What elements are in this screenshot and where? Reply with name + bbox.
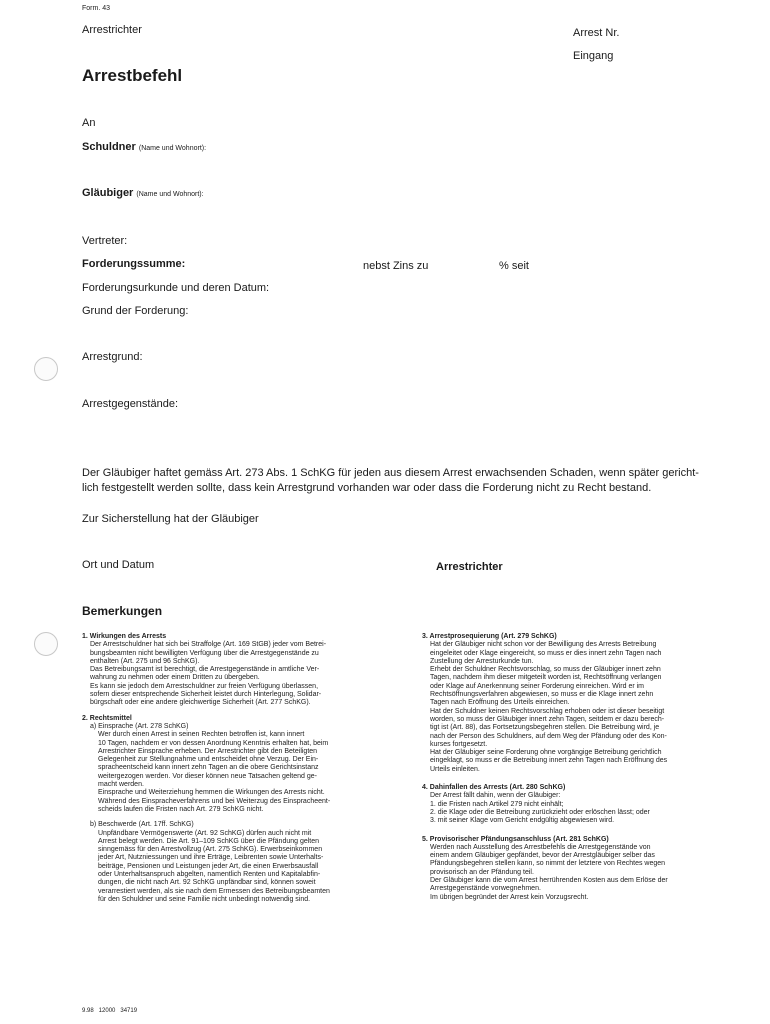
punch-hole-top	[34, 357, 58, 381]
an-label: An	[82, 117, 96, 129]
sicherstellung-label: Zur Sicherstellung hat der Gläubiger	[82, 513, 259, 525]
section-2a-line: Gelegenheit zur Stellungnahme und entscheidet ohne Verzug. Der Ein-	[98, 756, 319, 764]
section-2a-heading: a) Einsprache (Art. 278 SchKG)	[90, 722, 189, 730]
section-3-line: nach der Person des Schuldners, auf dem Weg der Pfändung oder des Kon-	[430, 732, 667, 740]
liability-line-1: Der Gläubiger haftet gemäss Art. 273 Abs. 1 SchKG für jeden aus diesem Arrest erwachsenden Schaden, wenn später gericht-	[82, 467, 699, 479]
section-1-line: sofern dieser entsprechende Sicherheit leistet durch Hinterlegung, Solidar-	[90, 691, 322, 699]
arrestrichter-signature-label: Arrestrichter	[436, 561, 503, 573]
section-3-heading: 3. Arrestprosequierung (Art. 279 SchKG)	[422, 633, 557, 640]
glaeubiger-field	[82, 187, 204, 199]
schuldner-label: Schuldner	[82, 141, 136, 153]
section-4-heading: 4. Dahinfallen des Arrests (Art. 280 SchKG)	[422, 784, 566, 792]
section-3-line: eingeleitet oder Klage eingereicht, so muss er dies innert zehn Tagen nach	[430, 649, 662, 657]
arrestgrund-label: Arrestgrund:	[82, 351, 143, 363]
section-3-line: kurses fortgesetzt.	[430, 740, 488, 748]
eingang-label: Eingang	[573, 50, 614, 62]
section-2a-line: Wer durch einen Arrest in seinen Rechten betroffen ist, kann innert	[98, 731, 305, 739]
section-2a-line: spracheentscheid kann innert zehn Tagen an die obere Gerichtsinstanz	[98, 764, 319, 772]
remarks-right-column	[422, 633, 742, 902]
section-2a-line: macht werden.	[98, 781, 144, 789]
punch-hole-bottom	[34, 632, 58, 656]
section-1-line: bungsbeamten nicht bewilligten Verfügung über die Arrestgegenstände zu	[90, 649, 319, 657]
section-3-line: Zustellung der Arresturkunde tun.	[430, 657, 534, 665]
glaeubiger-hint: (Name und Wohnort):	[136, 191, 204, 198]
arrest-judge-label: Arrestrichter	[82, 24, 142, 36]
form-number: Form. 43	[82, 5, 111, 12]
section-4-line: Der Arrest fällt dahin, wenn der Gläubiger:	[430, 792, 561, 800]
section-2a-line: scheids laufen die Fristen nach Art. 279 SchKG nicht.	[98, 805, 264, 813]
section-5-line: einem andern Gläubiger gepfändet, bevor der Arrestgläubiger selber das	[430, 852, 655, 860]
section-1-text	[82, 641, 400, 707]
remarks-heading: Bemerkungen	[82, 604, 163, 618]
section-5-heading: 5. Provisorischer Pfändungsanschluss (Art. 281 SchKG)	[422, 835, 609, 843]
section-1-line: wahrung zu nehmen oder einem Dritten zu übergeben.	[90, 674, 260, 682]
section-2b-line: verarrestiert werden, als sie nach dem Ermessen des Betreibungsbeamten	[98, 887, 330, 895]
section-5-line: provisorisch an der Pfändung teil.	[430, 868, 534, 876]
ort-datum-label: Ort und Datum	[82, 559, 155, 571]
prozent-seit-label: % seit	[499, 260, 529, 272]
section-2b-line: oder Unterhaltsanspruch abgelten, namentlich Renten und Kapitalabfin-	[98, 871, 321, 879]
liability-paragraph	[82, 466, 742, 496]
section-5-line: Pfändungsbegehren stellen kann, so nimmt der letztere von Rechtes wegen	[430, 860, 666, 868]
arrestgegenstaende-label: Arrestgegenstände:	[82, 398, 179, 410]
remarks-left-column	[82, 633, 400, 904]
section-4-line: 1. die Fristen nach Artikel 279 nicht einhält;	[430, 800, 564, 808]
section-2b-text	[82, 830, 400, 905]
forderungsurkunde-label: Forderungsurkunde und deren Datum:	[82, 282, 270, 294]
page-title: Arrestbefehl	[82, 66, 183, 85]
section-3-line: Rechtsöffnungsverfahren abgewiesen, so muss er die Klage innert zehn	[430, 691, 654, 699]
section-5-text	[422, 844, 742, 902]
schuldner-hint: (Name und Wohnort):	[138, 145, 207, 152]
section-2b-heading: b) Beschwerde (Art. 17ff. SchKG)	[90, 821, 194, 829]
section-2b-line: Arrest belegt werden. Die Art. 91–109 SchKG über die Pfändung gelten	[98, 837, 320, 845]
section-3-line: oder Klage auf Anerkennung seiner Forderung einreichen. Wird er im	[430, 682, 645, 690]
section-2b-line: Unpfändbare Vermögenswerte (Art. 92 SchKG) dürfen auch nicht mit	[98, 829, 312, 837]
section-5-line: Arrestgegenstände vorwegnehmen.	[430, 885, 541, 893]
section-2b-line: für den Schuldner und seine Familie nicht unbedingt notwendig sind.	[98, 895, 311, 903]
vertreter-label: Vertreter:	[82, 235, 128, 247]
liability-line-2: lich festgestellt werden sollte, dass kein Arrestgrund vorhanden war oder dass die Forderung nicht zu Recht bestand.	[82, 482, 652, 494]
section-3-line: Hat der Schuldner keinen Rechtsvorschlag erhoben oder ist dieser beseitigt	[430, 707, 665, 715]
section-2a-line: Arrestrichter Einsprache erheben. Der Arrestrichter gibt den Beteiligten	[98, 747, 318, 755]
section-2b-line: jeder Art, Nutzniessungen und ihre Erträge, Leibrenten sowie Unterhalts-	[98, 854, 324, 862]
section-3-line: eingeklagt, so muss er die Betreibung innert zehn Tagen nach Eröffnung des	[430, 757, 668, 765]
section-1-line: bürgschaft oder eine andere gleichwertige Sicherheit (Art. 277 SchKG).	[90, 699, 311, 707]
section-2a-line: 10 Tagen, nachdem er von dessen Anordnung Kenntnis erhalten hat, beim	[98, 739, 329, 747]
arrest-nr-label: Arrest Nr.	[573, 27, 620, 39]
schuldner-field	[82, 141, 206, 153]
section-3-line: Hat der Gläubiger seine Forderung ohne vorgängige Betreibung gerichtlich	[430, 749, 662, 757]
section-4-line: 3. mit seiner Klage vom Gericht endgültig abgewiesen wird.	[430, 817, 615, 825]
section-3-line: Urteils einleiten.	[430, 765, 480, 773]
section-4-line: 2. die Klage oder die Betreibung zurückzieht oder erlöschen lässt; oder	[430, 808, 650, 816]
section-2b-line: beiträge, Pensionen und Leistungen jeder Art, die einen Erwerbsausfall	[98, 862, 319, 870]
section-1-line: enthalten (Art. 275 und 96 SchKG).	[90, 657, 200, 665]
section-2a-line: Einsprache und Weiterziehung hemmen die Wirkungen des Arrests nicht.	[98, 789, 325, 797]
grund-label: Grund der Forderung:	[82, 305, 189, 317]
section-5-line: Der Gläubiger kann die vom Arrest herrührenden Kosten aus dem Erlöse der	[430, 877, 668, 885]
section-3-line: Hat der Gläubiger nicht schon vor der Bewilligung des Arrests Betreibung	[430, 641, 657, 649]
section-2b-line: dungen, die nicht nach Art. 92 SchKG unpfändbar sind, können soweit	[98, 879, 316, 887]
section-3-text	[422, 641, 742, 774]
section-2a-text	[82, 731, 400, 814]
section-5-line: Werden nach Ausstellung des Arrestbefehls die Arrestgegenstände von	[430, 843, 651, 851]
section-2a-line: weitergezogen werden. Vor dieser können neue Tatsachen geltend ge-	[98, 772, 317, 780]
section-3-line: tigt ist (Art. 88), das Fortsetzungsbegehren stellen. Die Betreibung wird, je	[430, 724, 660, 732]
section-4-text	[422, 792, 742, 825]
section-1-heading: 1. Wirkungen des Arrests	[82, 633, 167, 640]
section-3-line: Tagen nach Eröffnung des Urteils einreichen.	[430, 699, 570, 707]
section-1-line: Es kann sie jedoch dem Arrestschuldner zur freien Verfügung überlassen,	[90, 682, 319, 690]
section-2-heading: 2. Rechtsmittel	[82, 714, 132, 722]
section-1-line: Das Betreibungsamt ist berechtigt, die Arrestgegenstände in amtliche Ver-	[90, 666, 320, 674]
glaeubiger-label: Gläubiger	[82, 187, 134, 199]
section-3-line: Erhebt der Schuldner Rechtsvorschlag, so muss der Gläubiger innert zehn	[430, 666, 661, 674]
section-2a-line: Während des Einspracheverfahrens und bei Weiterzug des Einspracheent-	[98, 797, 331, 805]
section-1-line: Der Arrestschuldner hat sich bei Straffolge (Art. 169 StGB) jeder vom Betrei-	[90, 641, 327, 649]
section-3-line: Tagen, nachdem ihm dieser mitgeteilt worden ist, Rechtsöffnung verlangen	[430, 674, 662, 682]
nebst-zins-label: nebst Zins zu	[363, 260, 429, 272]
section-3-line: worden, so muss der Gläubiger innert zehn Tagen, seitdem er dazu berech-	[430, 715, 665, 723]
forderungssumme-label: Forderungssumme:	[82, 258, 186, 270]
section-2b-line: sinngemäss für den Arrestvollzug (Art. 275 SchKG). Erwerbseinkommen	[98, 846, 323, 854]
section-5-line: Im übrigen begründet der Arrest kein Vorzugsrecht.	[430, 893, 589, 901]
footer-code: 9.98 12000 34719	[82, 1008, 138, 1014]
